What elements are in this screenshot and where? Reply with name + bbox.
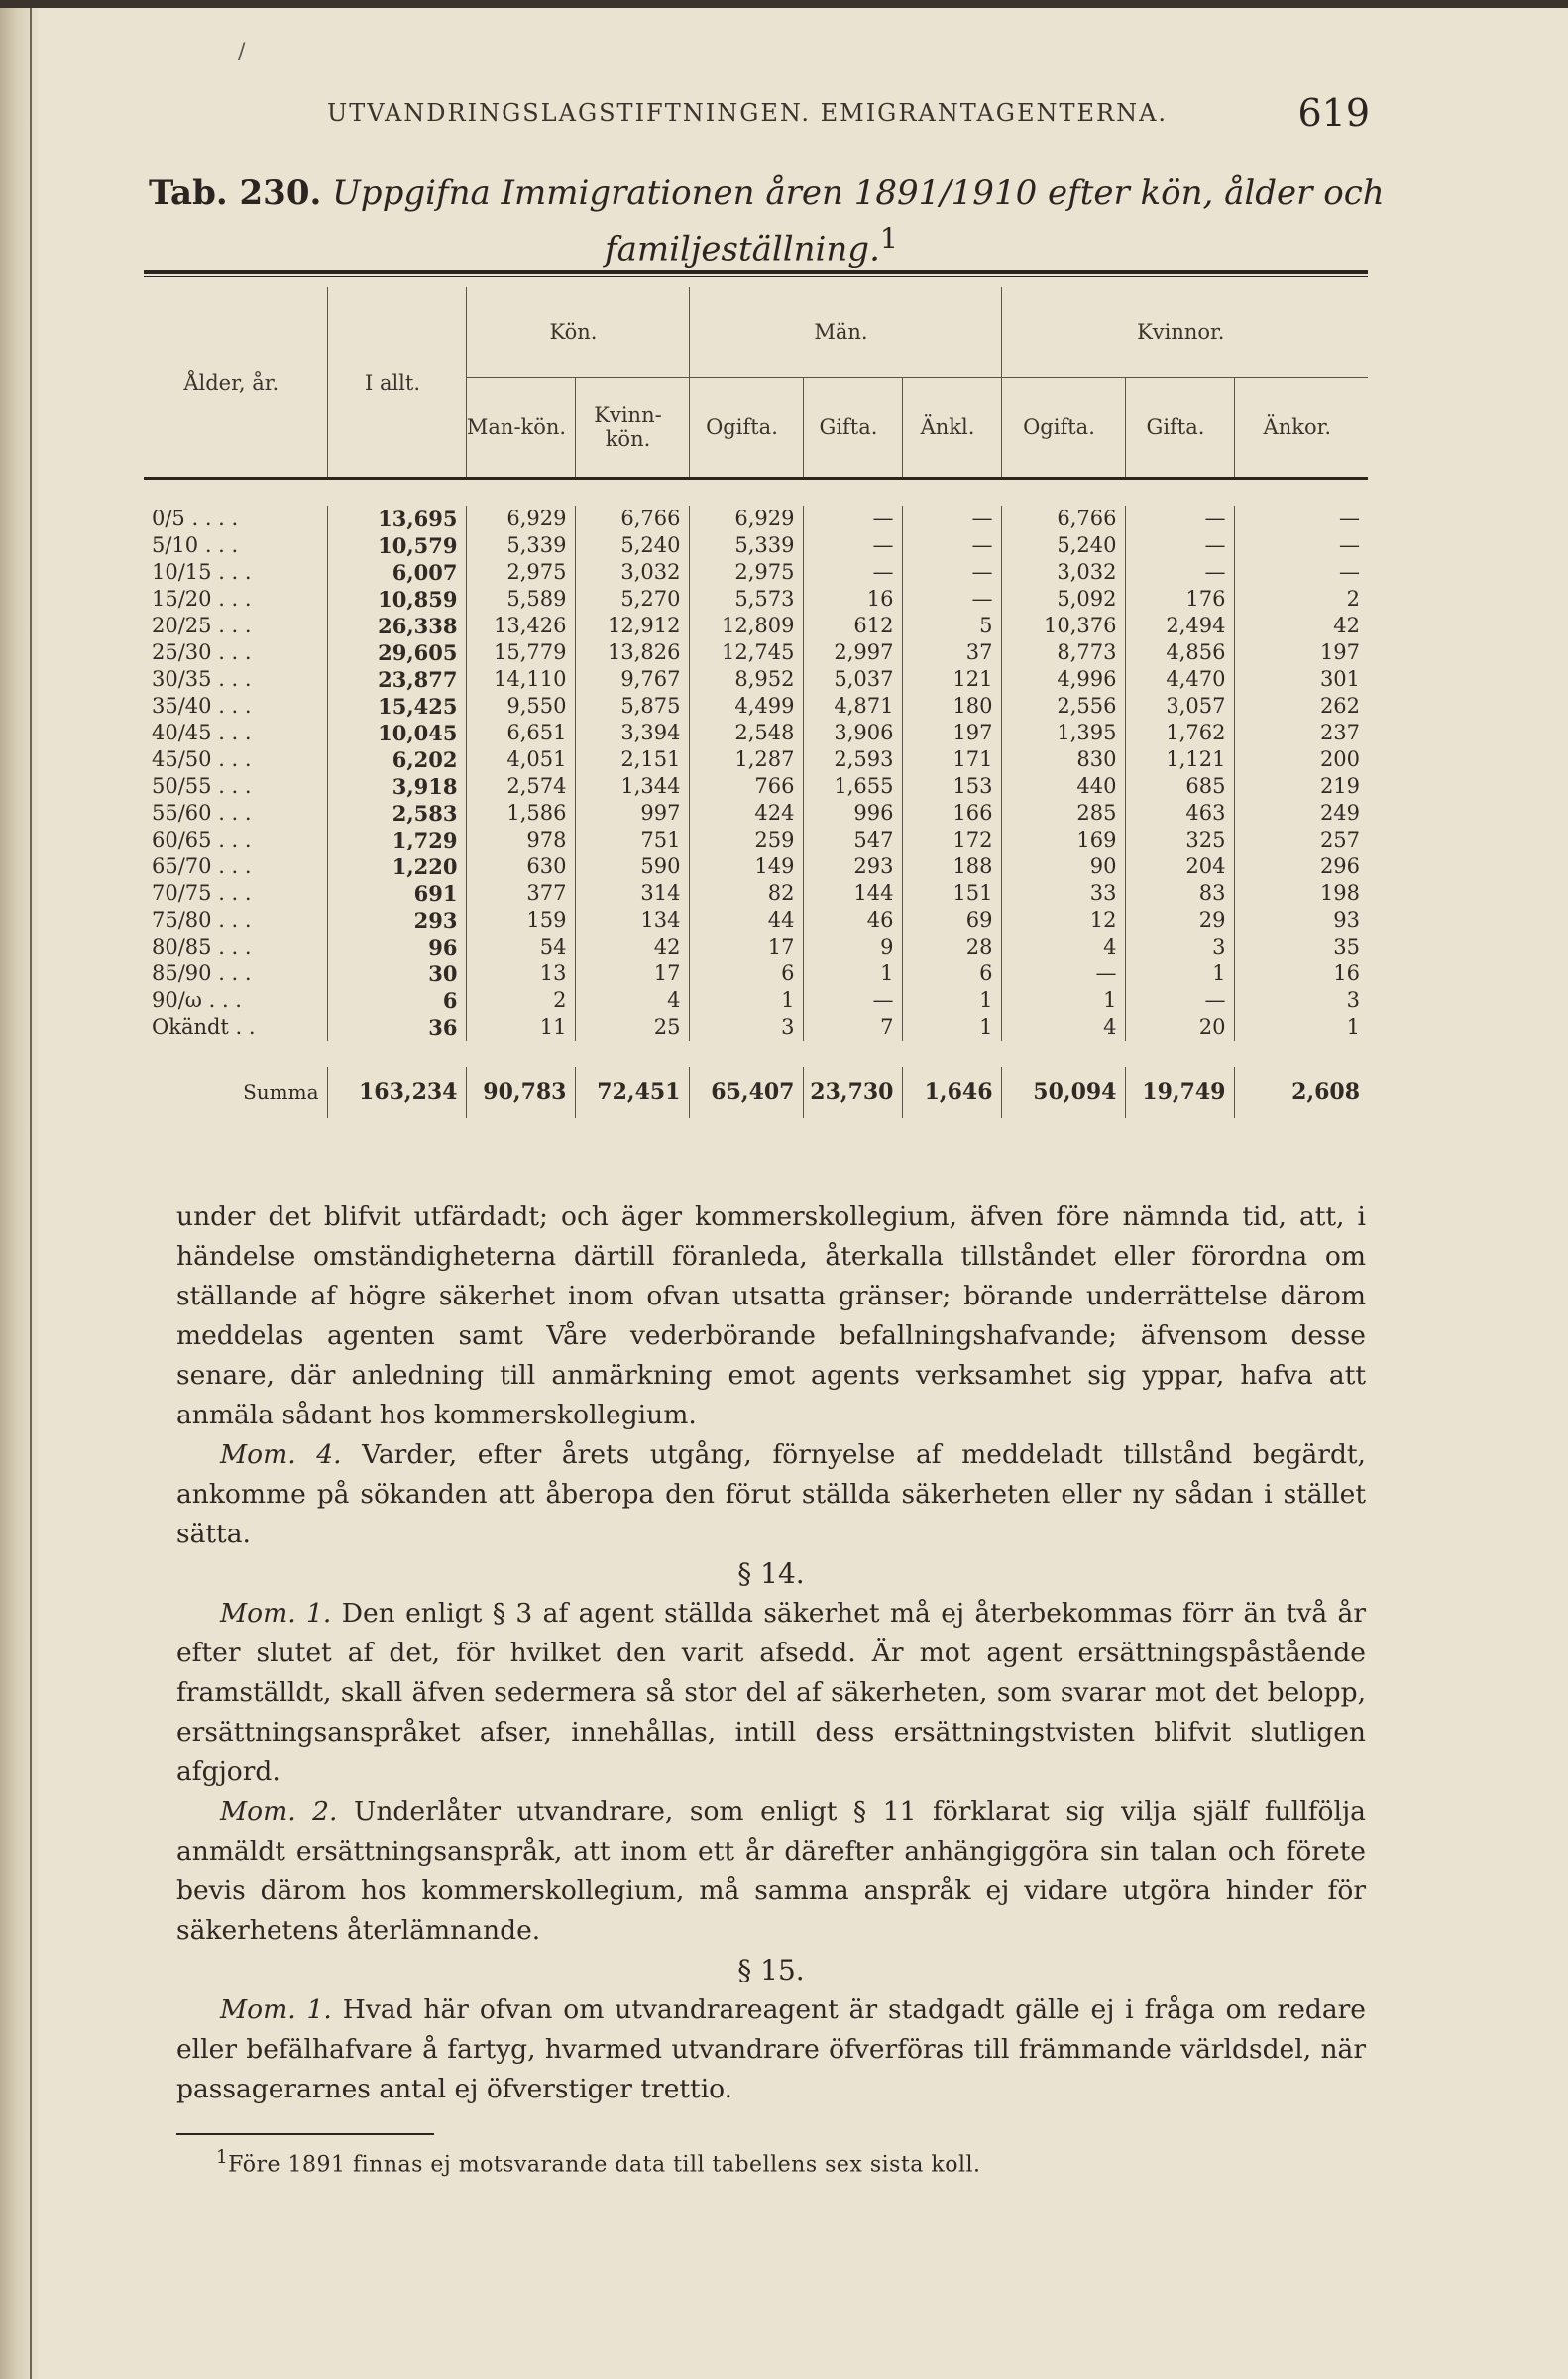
total-cell: 29,605 (327, 639, 466, 666)
mankon-cell: 14,110 (466, 666, 575, 693)
man-gifta-cell: 2,593 (803, 746, 902, 773)
section-14: § 14. (737, 1557, 805, 1590)
kvinnkon-cell: 751 (575, 827, 689, 853)
man-ogifta-cell: 2,975 (689, 559, 803, 586)
paragraph-1: under det blifvit utfärdadt; och äger kommerskollegium, äfven före nämnda tid, att, i händelse omständigheterna därtill föranleda, återkalla tillståndet eller förordna om ställande af högre säkerhet inom ofvan utsatta gränser; börande underrättelse därom meddelas agenten samt Våre vederbörande befallningshafvande; äfvensom desse senare, där anledning till anmärkning emot agents verksamhet sig yppar, hafva att anmäla sådant hos kommerskollegium. (176, 1201, 1366, 1430)
footnote-rule (176, 2133, 434, 2135)
kvinnkon-cell: 13,826 (575, 639, 689, 666)
man-gifta-cell: 996 (803, 800, 902, 827)
man-gifta-cell: 5,037 (803, 666, 902, 693)
header-ogifta-kvinnor: Ogifta. (1001, 378, 1125, 479)
kvinnor-ankor-cell: — (1234, 532, 1368, 559)
man-ogifta-cell: 3 (689, 1014, 803, 1041)
kvinnor-gifta-cell: 325 (1125, 827, 1234, 853)
summary-kvinnor-gifta-cell: 19,749 (1125, 1067, 1234, 1118)
kvinnor-ogifta-cell: 10,376 (1001, 613, 1125, 639)
kvinnkon-cell: 3,032 (575, 559, 689, 586)
kvinnkon-cell: 25 (575, 1014, 689, 1041)
summary-total-cell: 163,234 (327, 1067, 466, 1118)
kvinnor-gifta-cell: 83 (1125, 880, 1234, 907)
kvinnor-ogifta-cell: 6,766 (1001, 506, 1125, 532)
table-row (144, 693, 1368, 720)
mankon-cell: 13 (466, 961, 575, 987)
header-ankl: Änkl. (902, 378, 1001, 479)
header-gifta-man: Gifta. (803, 378, 902, 479)
table-top-rule-thin (144, 276, 1368, 277)
footnote-text: Före 1891 finnas ej motsvarande data till tabellens sex sista koll. (228, 2152, 981, 2178)
total-cell: 293 (327, 907, 466, 934)
kvinnor-ankor-cell: 3 (1234, 987, 1368, 1014)
age-cell: 10/15 . . . (152, 560, 252, 584)
kvinnor-ogifta-cell: 830 (1001, 746, 1125, 773)
total-cell: 30 (327, 961, 466, 987)
s15-mom1-lead: Mom. 1. (220, 1994, 332, 2025)
man-ogifta-cell: 12,745 (689, 639, 803, 666)
header-total: I allt. (327, 287, 466, 479)
kvinnor-gifta-cell: — (1125, 559, 1234, 586)
kvinnor-ogifta-cell: 90 (1001, 853, 1125, 880)
total-cell: 6,007 (327, 559, 466, 586)
total-cell: 96 (327, 934, 466, 961)
man-ogifta-cell: 44 (689, 907, 803, 934)
man-ankl-cell: 5 (902, 613, 1001, 639)
s15-mom1-text: Hvad här ofvan om utvandrareagent är stadgadt gälle ej i fråga om redare eller befälhafvare å fartyg, hvarmed utvandrare öfverföras till främmande världsdel, när passagerarnes antal ej öfverstiger trettio. (176, 1994, 1366, 2104)
title-footnote-ref: 1 (879, 222, 898, 255)
mankon-cell: 5,589 (466, 586, 575, 613)
page-number: 619 (1297, 91, 1370, 135)
man-ogifta-cell: 12,809 (689, 613, 803, 639)
kvinnor-ankor-cell: 257 (1234, 827, 1368, 853)
man-ankl-cell: — (902, 506, 1001, 532)
summary-mankon-cell: 90,783 (466, 1067, 575, 1118)
man-ankl-cell: 1 (902, 1014, 1001, 1041)
kvinnkon-cell: 5,240 (575, 532, 689, 559)
man-ogifta-cell: 259 (689, 827, 803, 853)
man-ankl-cell: 153 (902, 773, 1001, 800)
kvinnkon-cell: 5,270 (575, 586, 689, 613)
man-ankl-cell: 37 (902, 639, 1001, 666)
man-ogifta-cell: 6 (689, 961, 803, 987)
age-cell: 15/20 . . . (152, 587, 252, 611)
table-row (144, 1014, 1368, 1041)
kvinnor-ogifta-cell: 4 (1001, 934, 1125, 961)
kvinnor-gifta-cell: 176 (1125, 586, 1234, 613)
total-cell: 13,695 (327, 506, 466, 532)
age-cell: 85/90 . . . (152, 962, 252, 985)
table-row (144, 639, 1368, 666)
s14-mom2-text: Underlåter utvandrare, som enligt § 11 förklarat sig vilja själf fullfölja anmäldt ersättningsanspråk, att inom ett år därefter anhängiggöra sin talan och förete bevis därom hos kommerskollegium, må samma anspråk ej vidare utgöra hinder för säkerhetens återlämnande. (176, 1796, 1366, 1946)
kvinnor-ankor-cell: 35 (1234, 934, 1368, 961)
man-ogifta-cell: 1 (689, 987, 803, 1014)
kvinnkon-cell: 314 (575, 880, 689, 907)
summary-kvinnor-ankor-cell: 2,608 (1234, 1067, 1368, 1118)
header-ankor: Änkor. (1234, 378, 1368, 479)
mankon-cell: 159 (466, 907, 575, 934)
paragraph-mom4 (176, 1435, 1366, 1554)
kvinnor-ogifta-cell: — (1001, 961, 1125, 987)
kvinnor-ankor-cell: 1 (1234, 1014, 1368, 1041)
kvinnor-gifta-cell: 3 (1125, 934, 1234, 961)
s14-mom2-lead: Mom. 2. (220, 1796, 338, 1827)
total-cell: 1,729 (327, 827, 466, 853)
running-head: UTVANDRINGSLAGSTIFTNINGEN. EMIGRANTAGENTERNA. (327, 99, 1169, 127)
man-ogifta-cell: 82 (689, 880, 803, 907)
man-ankl-cell: 69 (902, 907, 1001, 934)
table-row (144, 987, 1368, 1014)
total-cell: 26,338 (327, 613, 466, 639)
man-ankl-cell: 171 (902, 746, 1001, 773)
footnote (216, 2147, 1356, 2177)
man-gifta-cell: 1 (803, 961, 902, 987)
kvinnor-gifta-cell: — (1125, 987, 1234, 1014)
kvinnor-ogifta-cell: 285 (1001, 800, 1125, 827)
kvinnor-ogifta-cell: 1,395 (1001, 720, 1125, 746)
pen-mark: / (238, 40, 246, 64)
kvinnkon-cell: 1,344 (575, 773, 689, 800)
mankon-cell: 11 (466, 1014, 575, 1041)
table-title (149, 170, 1388, 272)
footnote-mark: 1 (216, 2147, 229, 2168)
mankon-cell: 13,426 (466, 613, 575, 639)
kvinnor-ogifta-cell: 2,556 (1001, 693, 1125, 720)
summary-row (144, 1067, 1368, 1118)
table-row (144, 934, 1368, 961)
paragraph-14-mom2 (176, 1792, 1366, 1951)
s14-mom1-text: Den enligt § 3 af agent ställda säkerhet må ej återbekommas förr än två år efter slutet af det, för hvilket den varit afsedd. Är mot agent ersättningspåstående framställdt, skall äfven sedermera så stor del af säkerheten, som svarar mot det belopp, ersättningsanspråket afser, innehållas, intill dess ersättningstvisten blifvit slutligen afgjord. (176, 1598, 1366, 1787)
kvinnkon-cell: 3,394 (575, 720, 689, 746)
age-cell: 5/10 . . . (152, 533, 239, 557)
kvinnkon-cell: 12,912 (575, 613, 689, 639)
summary-kvinnor-ogifta-cell: 50,094 (1001, 1067, 1125, 1118)
kvinnor-gifta-cell: 1,762 (1125, 720, 1234, 746)
table-title-line1: Uppgifna Immigrationen åren 1891/1910 efter kön, ålder och (332, 173, 1385, 213)
kvinnor-gifta-cell: 1 (1125, 961, 1234, 987)
total-cell: 36 (327, 1014, 466, 1041)
kvinnor-ogifta-cell: 4,996 (1001, 666, 1125, 693)
man-gifta-cell: 7 (803, 1014, 902, 1041)
mankon-cell: 6,651 (466, 720, 575, 746)
man-gifta-cell: 2,997 (803, 639, 902, 666)
age-cell: 0/5 . . . . (152, 507, 239, 530)
kvinnor-ankor-cell: 219 (1234, 773, 1368, 800)
mankon-cell: 1,586 (466, 800, 575, 827)
header-ogifta-man: Ogifta. (689, 378, 803, 479)
man-ogifta-cell: 5,339 (689, 532, 803, 559)
kvinnor-ogifta-cell: 169 (1001, 827, 1125, 853)
age-cell: 65/70 . . . (152, 854, 252, 878)
man-gifta-cell: 4,871 (803, 693, 902, 720)
man-ankl-cell: 188 (902, 853, 1001, 880)
man-ankl-cell: 197 (902, 720, 1001, 746)
man-gifta-cell: 547 (803, 827, 902, 853)
kvinnor-ankor-cell: 237 (1234, 720, 1368, 746)
kvinnor-ankor-cell: 2 (1234, 586, 1368, 613)
table-row (144, 586, 1368, 613)
table-title-line2: familjeställning. (605, 229, 880, 270)
man-ogifta-cell: 424 (689, 800, 803, 827)
kvinnor-ankor-cell: 198 (1234, 880, 1368, 907)
man-gifta-cell: 612 (803, 613, 902, 639)
age-cell: 30/35 . . . (152, 667, 252, 691)
total-cell: 10,045 (327, 720, 466, 746)
man-gifta-cell: — (803, 532, 902, 559)
man-ogifta-cell: 6,929 (689, 506, 803, 532)
table-row (144, 961, 1368, 987)
kvinnor-gifta-cell: 3,057 (1125, 693, 1234, 720)
man-gifta-cell: 3,906 (803, 720, 902, 746)
man-gifta-cell: — (803, 506, 902, 532)
mankon-cell: 377 (466, 880, 575, 907)
man-ankl-cell: 166 (902, 800, 1001, 827)
man-gifta-cell: 16 (803, 586, 902, 613)
header-kvinnkon: Kvinn-kön. (575, 378, 689, 479)
kvinnor-ogifta-cell: 33 (1001, 880, 1125, 907)
kvinnor-gifta-cell: 463 (1125, 800, 1234, 827)
kvinnor-gifta-cell: — (1125, 532, 1234, 559)
mankon-cell: 2 (466, 987, 575, 1014)
kvinnor-ankor-cell: 16 (1234, 961, 1368, 987)
kvinnkon-cell: 6,766 (575, 506, 689, 532)
kvinnor-ogifta-cell: 5,240 (1001, 532, 1125, 559)
man-ankl-cell: 1 (902, 987, 1001, 1014)
man-ankl-cell: 180 (902, 693, 1001, 720)
immigration-table (144, 287, 1368, 1118)
kvinnor-ogifta-cell: 440 (1001, 773, 1125, 800)
kvinnor-gifta-cell: 29 (1125, 907, 1234, 934)
mankon-cell: 630 (466, 853, 575, 880)
kvinnkon-cell: 5,875 (575, 693, 689, 720)
age-cell: 45/50 . . . (152, 747, 252, 771)
age-cell: Okändt . . (152, 1015, 256, 1039)
summary-man-ankl-cell: 1,646 (902, 1067, 1001, 1118)
kvinnkon-cell: 2,151 (575, 746, 689, 773)
total-cell: 23,877 (327, 666, 466, 693)
man-ankl-cell: 28 (902, 934, 1001, 961)
man-ogifta-cell: 149 (689, 853, 803, 880)
table-row (144, 800, 1368, 827)
header-kon: Kön. (466, 287, 689, 378)
man-gifta-cell: — (803, 559, 902, 586)
kvinnkon-cell: 590 (575, 853, 689, 880)
kvinnor-ankor-cell: 296 (1234, 853, 1368, 880)
mankon-cell: 5,339 (466, 532, 575, 559)
kvinnor-gifta-cell: — (1125, 506, 1234, 532)
mankon-cell: 9,550 (466, 693, 575, 720)
total-cell: 6 (327, 987, 466, 1014)
header-age: Ålder, år. (144, 287, 327, 479)
table-row (144, 506, 1368, 532)
summary-man-ogifta-cell: 65,407 (689, 1067, 803, 1118)
kvinnor-ankor-cell: — (1234, 559, 1368, 586)
s14-mom1-lead: Mom. 1. (220, 1598, 332, 1629)
table-row (144, 773, 1368, 800)
man-gifta-cell: 144 (803, 880, 902, 907)
kvinnor-ankor-cell: 301 (1234, 666, 1368, 693)
top-border (0, 0, 1568, 8)
mankon-cell: 978 (466, 827, 575, 853)
kvinnor-gifta-cell: 2,494 (1125, 613, 1234, 639)
age-cell: 75/80 . . . (152, 908, 252, 932)
kvinnor-ogifta-cell: 5,092 (1001, 586, 1125, 613)
kvinnkon-cell: 134 (575, 907, 689, 934)
man-gifta-cell: — (803, 987, 902, 1014)
man-ogifta-cell: 1,287 (689, 746, 803, 773)
kvinnor-ogifta-cell: 12 (1001, 907, 1125, 934)
body-text (176, 1197, 1366, 2109)
kvinnor-ogifta-cell: 1 (1001, 987, 1125, 1014)
mankon-cell: 4,051 (466, 746, 575, 773)
mankon-cell: 54 (466, 934, 575, 961)
man-ogifta-cell: 2,548 (689, 720, 803, 746)
mom4-text: Varder, efter årets utgång, förnyelse af meddeladt tillstånd begärdt, ankomme på sökanden att åberopa den förut ställda säkerheten eller ny sådan i stället sätta. (176, 1439, 1366, 1549)
mankon-cell: 6,929 (466, 506, 575, 532)
page-binding-edge (0, 0, 38, 2379)
kvinnor-ogifta-cell: 3,032 (1001, 559, 1125, 586)
total-cell: 691 (327, 880, 466, 907)
man-ankl-cell: 172 (902, 827, 1001, 853)
header-man: Män. (689, 287, 1001, 378)
man-ogifta-cell: 8,952 (689, 666, 803, 693)
summary-age-cell: Summa (243, 1080, 319, 1104)
age-cell: 70/75 . . . (152, 881, 252, 905)
man-ankl-cell: — (902, 559, 1001, 586)
age-cell: 35/40 . . . (152, 694, 252, 718)
man-gifta-cell: 9 (803, 934, 902, 961)
total-cell: 3,918 (327, 773, 466, 800)
header-kvinnor: Kvinnor. (1001, 287, 1368, 378)
kvinnor-ankor-cell: 249 (1234, 800, 1368, 827)
age-cell: 20/25 . . . (152, 614, 252, 637)
table-row (144, 827, 1368, 853)
table-top-rule (144, 270, 1368, 274)
kvinnor-gifta-cell: 204 (1125, 853, 1234, 880)
kvinnkon-cell: 42 (575, 934, 689, 961)
table-row (144, 559, 1368, 586)
total-cell: 15,425 (327, 693, 466, 720)
kvinnkon-cell: 17 (575, 961, 689, 987)
summary-kvinnkon-cell: 72,451 (575, 1067, 689, 1118)
total-cell: 6,202 (327, 746, 466, 773)
table-label: Tab. 230. (149, 173, 322, 213)
kvinnor-gifta-cell: 4,856 (1125, 639, 1234, 666)
mankon-cell: 2,574 (466, 773, 575, 800)
man-gifta-cell: 1,655 (803, 773, 902, 800)
age-cell: 55/60 . . . (152, 801, 252, 825)
kvinnor-ankor-cell: 42 (1234, 613, 1368, 639)
kvinnor-ogifta-cell: 8,773 (1001, 639, 1125, 666)
age-cell: 80/85 . . . (152, 935, 252, 959)
kvinnor-gifta-cell: 20 (1125, 1014, 1234, 1041)
man-ankl-cell: — (902, 532, 1001, 559)
table-row (144, 746, 1368, 773)
kvinnor-ankor-cell: 200 (1234, 746, 1368, 773)
total-cell: 1,220 (327, 853, 466, 880)
table-row (144, 666, 1368, 693)
kvinnor-ankor-cell: 93 (1234, 907, 1368, 934)
age-cell: 60/65 . . . (152, 828, 252, 851)
kvinnor-ogifta-cell: 4 (1001, 1014, 1125, 1041)
table-row (144, 532, 1368, 559)
table-row (144, 880, 1368, 907)
mankon-cell: 2,975 (466, 559, 575, 586)
man-gifta-cell: 46 (803, 907, 902, 934)
man-ankl-cell: 121 (902, 666, 1001, 693)
kvinnor-ankor-cell: — (1234, 506, 1368, 532)
man-ankl-cell: 6 (902, 961, 1001, 987)
kvinnor-ankor-cell: 197 (1234, 639, 1368, 666)
age-cell: 90/ω . . . (152, 988, 242, 1012)
man-ogifta-cell: 17 (689, 934, 803, 961)
header-mankon: Man-kön. (466, 378, 575, 479)
kvinnkon-cell: 4 (575, 987, 689, 1014)
man-ankl-cell: 151 (902, 880, 1001, 907)
kvinnkon-cell: 9,767 (575, 666, 689, 693)
kvinnor-ankor-cell: 262 (1234, 693, 1368, 720)
kvinnor-gifta-cell: 4,470 (1125, 666, 1234, 693)
man-ogifta-cell: 4,499 (689, 693, 803, 720)
table-row (144, 613, 1368, 639)
section-15: § 15. (737, 1954, 805, 1986)
total-cell: 10,579 (327, 532, 466, 559)
man-ogifta-cell: 5,573 (689, 586, 803, 613)
kvinnkon-cell: 997 (575, 800, 689, 827)
kvinnor-gifta-cell: 685 (1125, 773, 1234, 800)
man-gifta-cell: 293 (803, 853, 902, 880)
age-cell: 25/30 . . . (152, 640, 252, 664)
summary-man-gifta-cell: 23,730 (803, 1067, 902, 1118)
table-row (144, 853, 1368, 880)
mankon-cell: 15,779 (466, 639, 575, 666)
table-row (144, 720, 1368, 746)
table-row (144, 907, 1368, 934)
header-gifta-kvinnor: Gifta. (1125, 378, 1234, 479)
man-ogifta-cell: 766 (689, 773, 803, 800)
mom4-lead: Mom. 4. (220, 1439, 342, 1470)
kvinnor-gifta-cell: 1,121 (1125, 746, 1234, 773)
paragraph-14-mom1 (176, 1594, 1366, 1792)
total-cell: 10,859 (327, 586, 466, 613)
man-ankl-cell: — (902, 586, 1001, 613)
age-cell: 40/45 . . . (152, 721, 252, 744)
total-cell: 2,583 (327, 800, 466, 827)
age-cell: 50/55 . . . (152, 774, 252, 798)
paragraph-15-mom1 (176, 1990, 1366, 2109)
